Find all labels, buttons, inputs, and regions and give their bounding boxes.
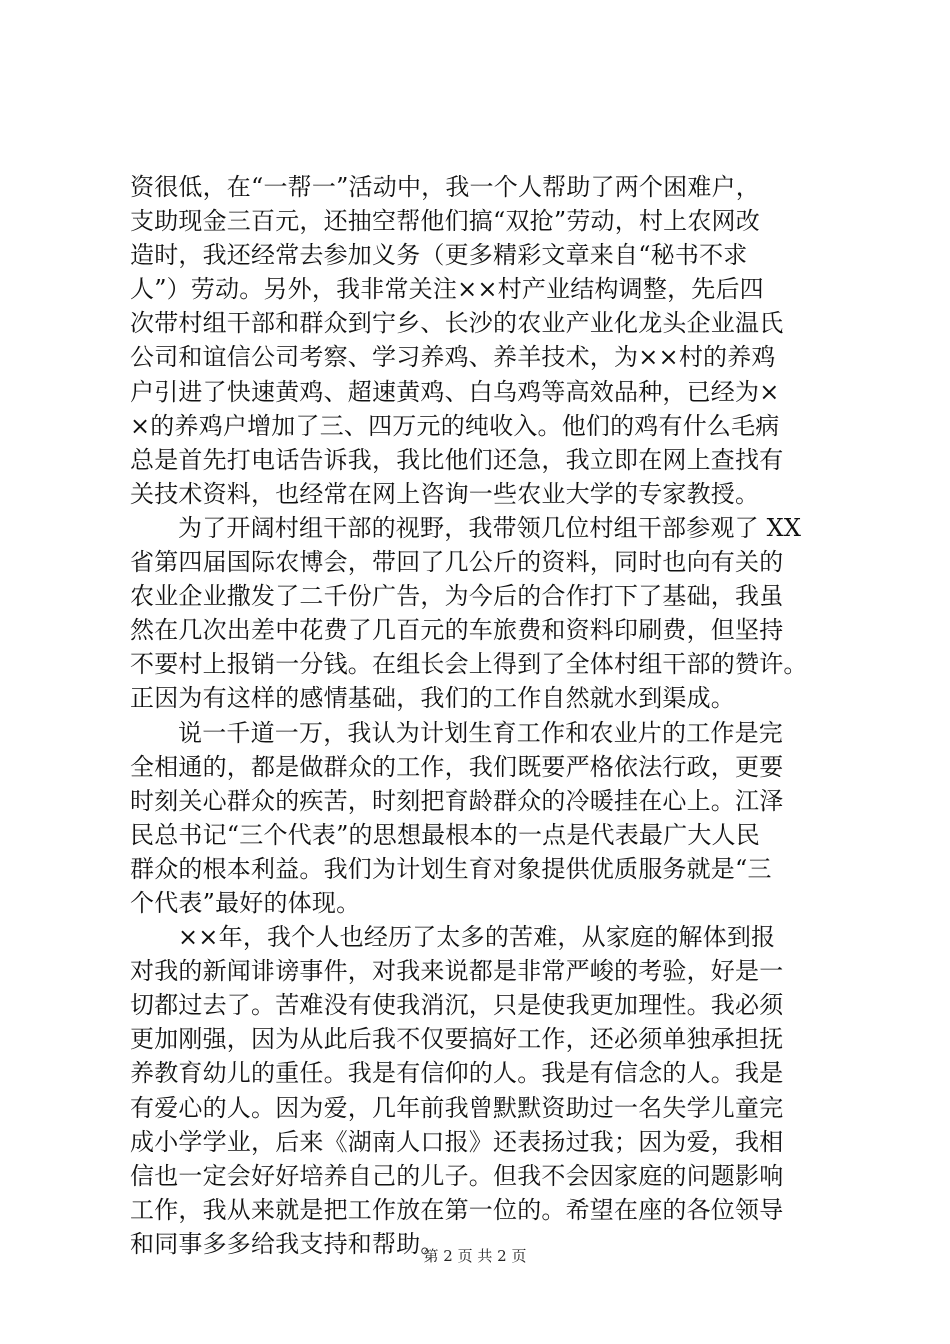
text-line: 有爱心的人。因为爱，几年前我曾默默资助过一名失学儿童完: [130, 1093, 784, 1122]
page-footer: 第 2 页 共 2 页: [423, 1247, 527, 1265]
text-line: 工作，我从来就是把工作放在第一位的。希望在座的各位领导: [130, 1195, 784, 1224]
text-line: 农业企业撒发了二千份广告，为今后的合作打下了基础，我虽: [130, 582, 784, 611]
text-line: 时刻关心群众的疾苦，时刻把育龄群众的冷暖挂在心上。江泽: [130, 786, 784, 815]
text-line: 信也一定会好好培养自己的儿子。但我不会因家庭的问题影响: [130, 1161, 784, 1190]
paragraph-first-line: ××年，我个人也经历了太多的苦难，从家庭的解体到报: [178, 923, 776, 952]
text-line: 省第四届国际农博会，带回了几公斤的资料，同时也向有关的: [130, 548, 784, 577]
text-line: 群众的根本利益。我们为计划生育对象提供优质服务就是“三: [130, 854, 772, 883]
text-line: 次带村组干部和群众到宁乡、长沙的农业产业化龙头企业温氏: [130, 309, 784, 338]
text-line: 支助现金三百元，还抽空帮他们搞“双抢”劳动，村上农网改: [130, 207, 760, 236]
text-line: 成小学学业，后来《湖南人口报》还表扬过我；因为爱，我相: [130, 1127, 784, 1156]
text-line: 不要村上报销一分钱。在组长会上得到了全体村组干部的赞许。: [130, 650, 808, 679]
text-line: ×的养鸡户增加了三、四万元的纯收入。他们的鸡有什么毛病: [130, 411, 780, 440]
text-line: 公司和谊信公司考察、学习养鸡、养羊技术，为××村的养鸡: [130, 343, 776, 372]
text-line: 关技术资料，也经常在网上咨询一些农业大学的专家教授。: [130, 479, 760, 508]
text-line: 对我的新闻诽谤事件，对我来说都是非常严峻的考验，好是一: [130, 957, 784, 986]
document-body: [130, 170, 850, 1261]
paragraph-first-line: 说一千道一万，我认为计划生育工作和农业片的工作是完: [178, 718, 783, 747]
text-line: 个代表”最好的体现。: [130, 888, 361, 917]
text-line: 切都过去了。苦难没有使我消沉，只是使我更加理性。我必须: [130, 991, 784, 1020]
text-line: 然在几次出差中花费了几百元的车旅费和资料印刷费，但坚持: [130, 616, 784, 645]
text-line: 全相通的，都是做群众的工作，我们既要严格依法行政，更要: [130, 752, 784, 781]
text-line: 户引进了快速黄鸡、超速黄鸡、白乌鸡等高效品种，已经为×: [130, 377, 780, 406]
text-line: 民总书记“三个代表”的思想最根本的一点是代表最广大人民: [130, 820, 760, 849]
text-line: 和同事多多给我支持和帮助。: [130, 1229, 445, 1258]
text-line: 人”）劳动。另外，我非常关注××村产业结构调整，先后四: [130, 275, 764, 304]
text-line: 正因为有这样的感情基础，我们的工作自然就水到渠成。: [130, 684, 735, 713]
text-line: 造时，我还经常去参加义务（更多精彩文章来自“秘书不求: [130, 241, 748, 270]
text-line: 资很低，在“一帮一”活动中，我一个人帮助了两个困难户，: [130, 173, 760, 201]
text-line: 总是首先打电话告诉我，我比他们还急，我立即在网上查找有: [130, 445, 784, 474]
text-line: 更加刚强，因为从此后我不仅要搞好工作，还必须单独承担抚: [130, 1025, 784, 1054]
text-line: 养教育幼儿的重任。我是有信仰的人。我是有信念的人。我是: [130, 1059, 784, 1088]
paragraph-first-line: 为了开阔村组干部的视野，我带领几位村组干部参观了 XX: [178, 513, 802, 542]
